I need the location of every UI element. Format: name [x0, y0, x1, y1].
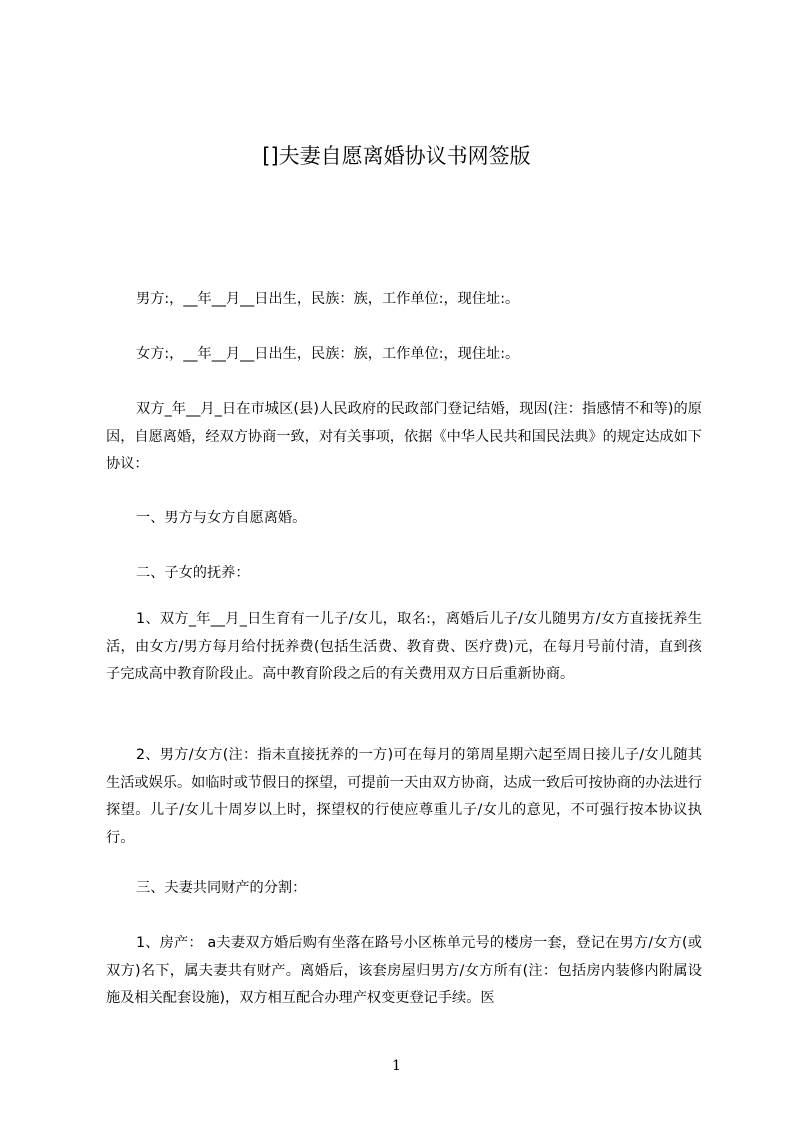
paragraph-child-custody: 1、双方_年__月_日生育有一儿子/女儿，取名:，离婚后儿子/女儿随男方/女方直接抚养生活，由女方/男方每月给付抚养费(包括生活费、教育费、医疗费)元，在每月号前付清，直到孩子完成高中教育阶段止。高中教育阶段之后的有关费用双方日后重新协商。	[106, 611, 702, 682]
page-number: 1	[392, 1058, 401, 1074]
paragraph-clause-3-heading: 三、夫妻共同财产的分割：	[136, 880, 307, 896]
paragraph-marriage-background: 双方_年__月_日在市城区(县)人民政府的民政部门登记结婚，现因(注：指感情不和等)的原因，自愿离婚，经双方协商一致，对有关事项，依据《中华人民共和国民法典》的规定达成如下协议：	[106, 401, 702, 472]
paragraph-property-house: 1、房产： a夫妻双方婚后购有坐落在路号小区栋单元号的楼房一套，登记在男方/女方(或双方)名下，属夫妻共有财产。离婚后，该套房屋归男方/女方所有(注：包括房内装修内附属设施及相关配套设施)，双方相互配合办理产权变更登记手续。医	[106, 935, 702, 1006]
document-title: []夫妻自愿离婚协议书网签版	[262, 144, 531, 168]
paragraph-clause-2-heading: 二、子女的抚养：	[136, 565, 250, 581]
paragraph-visitation: 2、男方/女方(注：指未直接抚养的一方)可在每月的第周星期六起至周日接儿子/女儿随其生活或娱乐。如临时或节假日的探望，可提前一天由双方协商，达成一致后可按协商的办法进行探望。儿子/女儿十周岁以上时，探望权的行使应尊重儿子/女儿的意见，不可强行按本协议执行。	[106, 747, 702, 846]
paragraph-wife-info: 女方:，__年__月__日出生，民族：族，工作单位:，现住址:。	[136, 346, 520, 362]
paragraph-husband-info: 男方:，__年__月__日出生，民族：族，工作单位:，现住址:。	[136, 291, 520, 307]
paragraph-clause-1-divorce: 一、男方与女方自愿离婚。	[136, 510, 307, 526]
